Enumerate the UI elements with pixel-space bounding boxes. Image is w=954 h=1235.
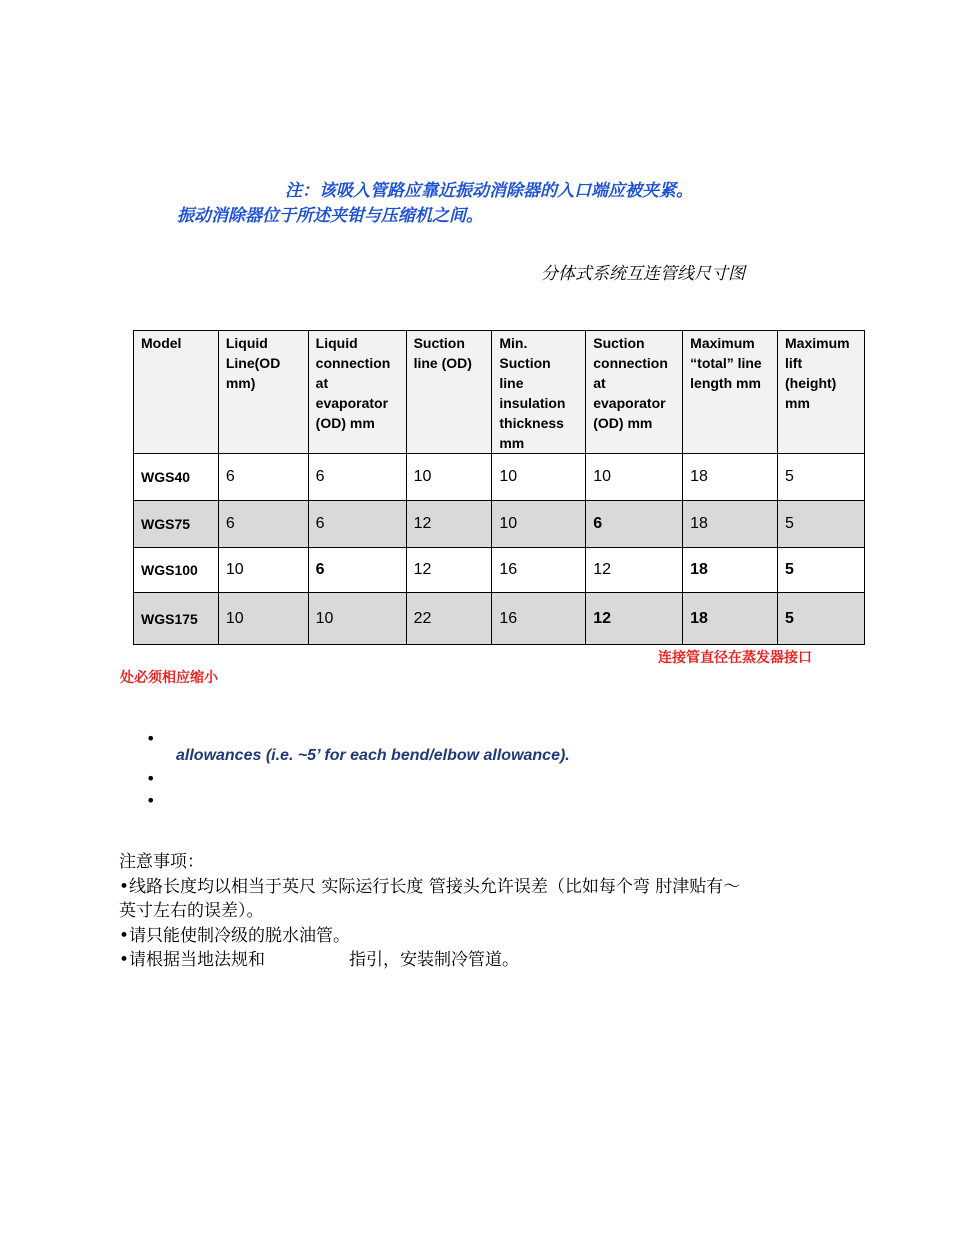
table-cell: 5	[778, 501, 865, 548]
header-model: Model	[134, 331, 219, 454]
cell-model: WGS175	[134, 593, 219, 645]
table-cell: 12	[586, 548, 683, 593]
header-suction-connection: Suction connection at evaporator (OD) mm	[586, 331, 683, 454]
table-cell: 12	[586, 593, 683, 645]
table-cell: 10	[218, 548, 308, 593]
table-cell: 18	[683, 548, 778, 593]
table-cell: 6	[218, 454, 308, 501]
table-cell: 6	[586, 501, 683, 548]
cell-model: WGS40	[134, 454, 219, 501]
header-max-lift: Maximum lift (height) mm	[778, 331, 865, 454]
table-row	[134, 454, 865, 501]
table-cell: 22	[406, 593, 492, 645]
table-cell: 5	[778, 454, 865, 501]
note-item-3-end: 指引，安装制冷管道。	[349, 950, 520, 970]
table-cell: 10	[492, 454, 586, 501]
note-line-1: 注：该吸入管路应靠近振动消除器的入口端应被夹紧。	[285, 181, 693, 201]
header-liquid-line: Liquid Line(OD mm)	[218, 331, 308, 454]
table-cell: 12	[406, 548, 492, 593]
table-cell: 5	[778, 593, 865, 645]
notes-section	[119, 850, 740, 973]
table-cell: 12	[406, 501, 492, 548]
red-note-part1: 连接管直径在蒸发器接口	[658, 650, 812, 666]
table-row	[134, 593, 865, 645]
header-insulation: Min. Suction line insulation thickness mm	[492, 331, 586, 454]
table-cell: 18	[683, 454, 778, 501]
table-cell: 10	[492, 501, 586, 548]
table-header-row	[134, 331, 865, 454]
cell-model: WGS100	[134, 548, 219, 593]
bullet-marker: •	[146, 769, 156, 788]
allowance-note: allowances (i.e. ~5’ for each bend/elbow allowance).	[176, 747, 570, 764]
table-cell: 16	[492, 593, 586, 645]
red-note-part2: 处必须相应缩小	[120, 670, 218, 686]
line-size-table	[133, 330, 865, 645]
table-row	[134, 501, 865, 548]
table-row	[134, 548, 865, 593]
table-cell: 6	[308, 454, 406, 501]
table-cell: 16	[492, 548, 586, 593]
table-cell: 10	[586, 454, 683, 501]
bullet-marker: •	[146, 729, 156, 748]
table-cell: 10	[406, 454, 492, 501]
header-max-length: Maximum “total” line length mm	[683, 331, 778, 454]
note-line-2: 振动消除器位于所述夹钳与压缩机之间。	[177, 206, 483, 226]
cell-model: WGS75	[134, 501, 219, 548]
table-cell: 6	[308, 501, 406, 548]
figure-title: 分体式系统互连管线尺寸图	[541, 264, 745, 284]
table-cell: 6	[308, 548, 406, 593]
note-item-1: •线路长度均以相当于英尺 实际运行长度 管接头允许误差（比如每个弯 肘津贴有～	[119, 876, 741, 897]
header-suction-line: Suction line (OD)	[406, 331, 492, 454]
table-cell: 10	[308, 593, 406, 645]
bullet-marker: •	[146, 791, 156, 810]
table-cell: 10	[218, 593, 308, 645]
note-item-3	[119, 948, 740, 973]
note-item-1-cont: 英寸左右的误差）。	[119, 901, 264, 921]
notes-heading: 注意事项：	[119, 852, 204, 872]
note-item-2: •请只能使制冷级的脱水油管。	[119, 925, 351, 946]
table-cell: 5	[778, 548, 865, 593]
table-cell: 18	[683, 593, 778, 645]
note-item-3-start: •请根据当地法规和	[119, 950, 266, 970]
table-cell: 6	[218, 501, 308, 548]
table-cell: 18	[683, 501, 778, 548]
header-liquid-connection: Liquid connection at evaporator (OD) mm	[308, 331, 406, 454]
